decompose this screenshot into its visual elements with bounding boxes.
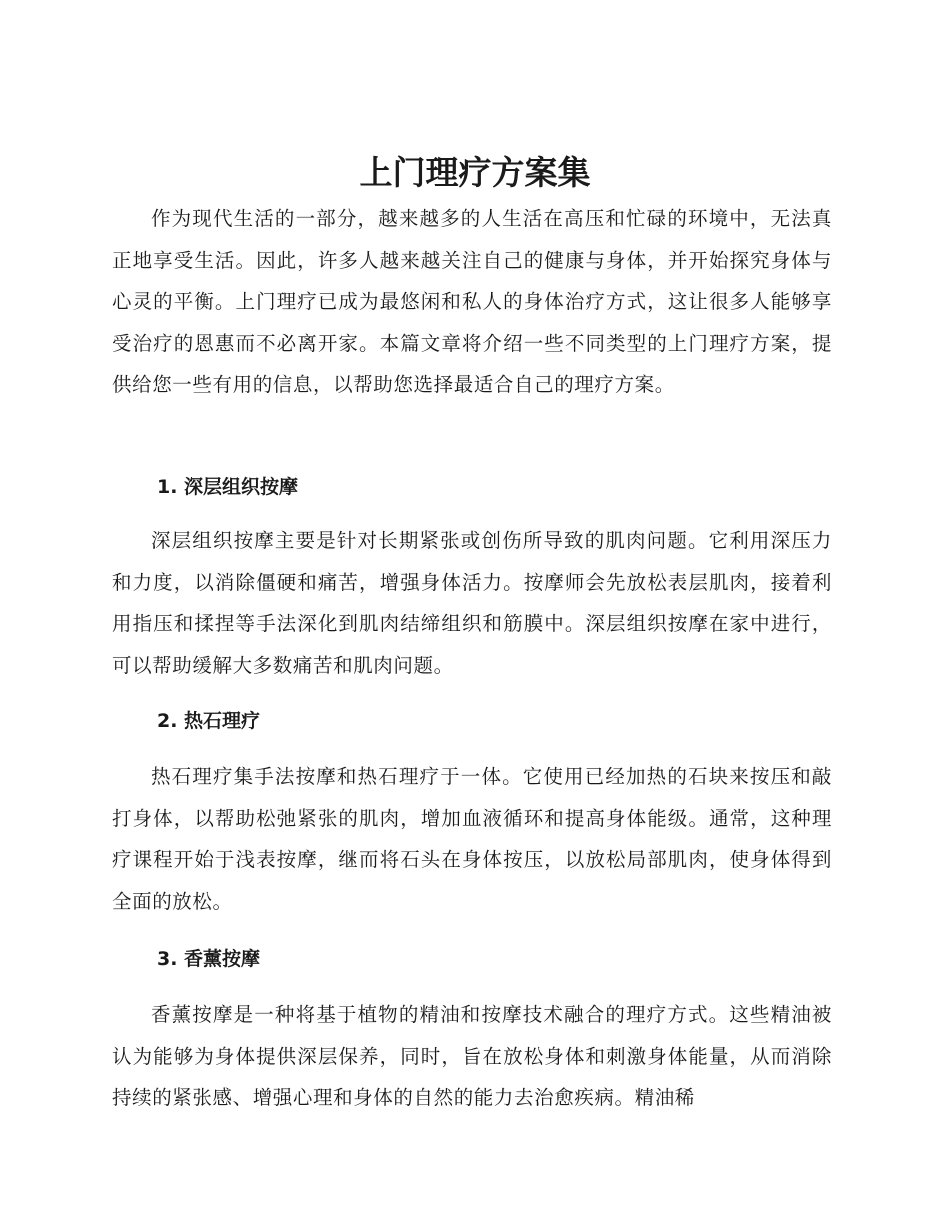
section-body-hot-stone-therapy: 热石理疗集手法按摩和热石理疗于一体。它使用已经加热的石块来按压和敲打身体，以帮助松弛紧张的肌肉，增加血液循环和提高身体能级。通常，这种理疗课程开始于浅表按摩，继而将石头在身体按压，以放松局部肌肉，使身体得到全面的放松。 <box>112 765 832 913</box>
section-body-aromatherapy-massage: 香薰按摩是一种将基于植物的精油和按摩技术融合的理疗方式。这些精油被认为能够为身体提供深层保养，同时，旨在放松身体和刺激身体能量，从而消除持续的紧张感、增强心理和身体的自然的能力去治愈疾病。精油稀 <box>112 1003 832 1109</box>
page-title: 上门理疗方案集 <box>359 153 591 192</box>
intro-paragraph: 作为现代生活的一部分，越来越多的人生活在高压和忙碌的环境中，无法真正地享受生活。因此，许多人越来越关注自己的健康与身体，并开始探究身体与心灵的平衡。上门理疗已成为最悠闲和私人的身体治疗方式，这让很多人能够享受治疗的恩惠而不必离开家。本篇文章将介绍一些不同类型的上门理疗方案，提供给您一些有用的信息，以帮助您选择最适合自己的理疗方案。 <box>112 207 832 396</box>
section-heading-aromatherapy-massage: 3. 香薰按摩 <box>157 948 261 970</box>
section-heading-hot-stone-therapy: 2. 热石理疗 <box>157 710 261 732</box>
section-heading-deep-tissue-massage: 1. 深层组织按摩 <box>157 476 299 498</box>
section-body-deep-tissue-massage: 深层组织按摩主要是针对长期紧张或创伤所导致的肌肉问题。它利用深压力和力度，以消除僵硬和痛苦，增强身体活力。按摩师会先放松表层肌肉，接着利用指压和揉捏等手法深化到肌肉结缔组织和筋膜中。深层组织按摩在家中进行，可以帮助缓解大多数痛苦和肌肉问题。 <box>112 529 832 677</box>
